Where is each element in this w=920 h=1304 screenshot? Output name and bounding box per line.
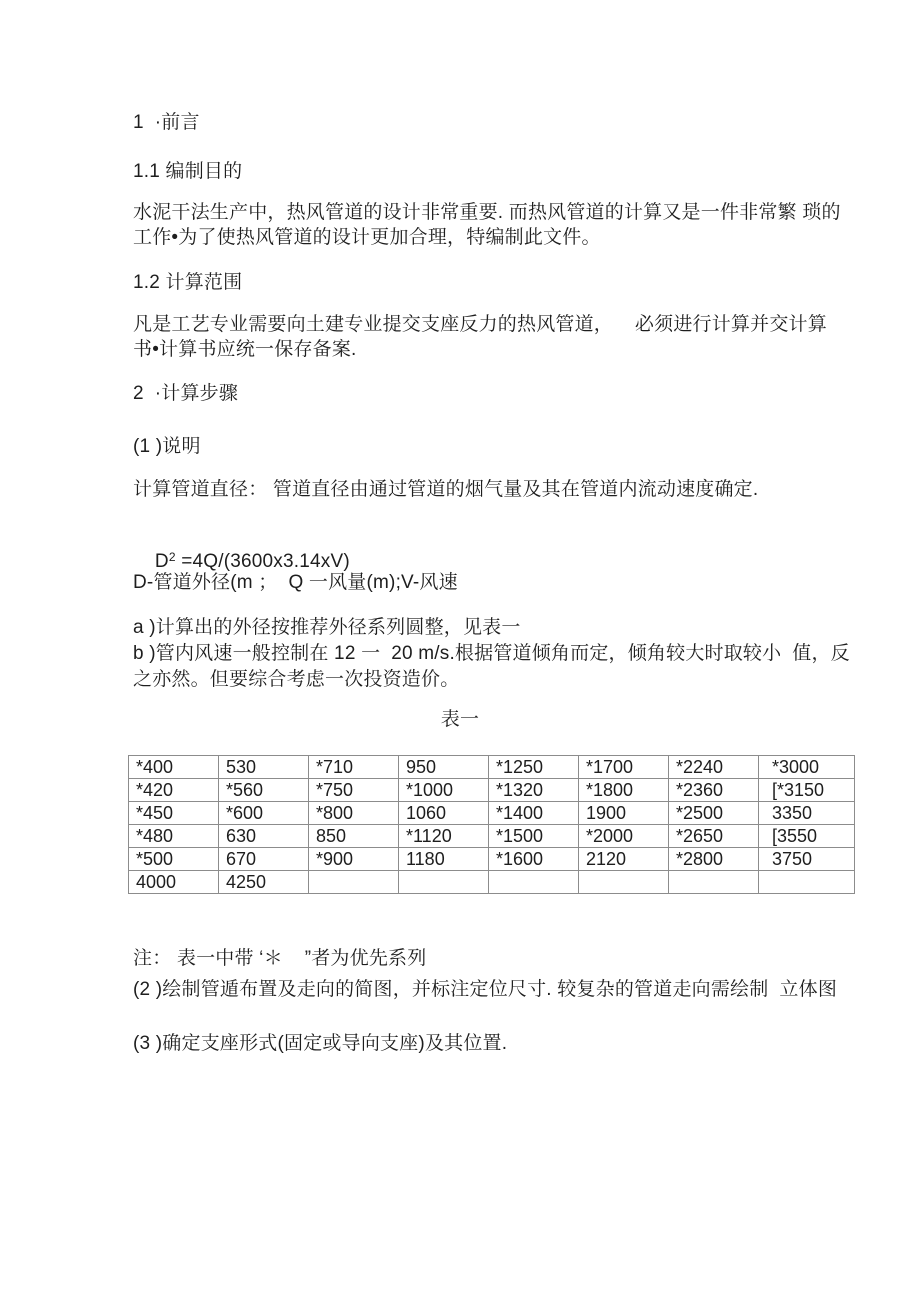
table-cell: *500	[129, 848, 219, 871]
table-cell: *2000	[579, 825, 669, 848]
purpose-paragraph-line2: 工作•为了使热风管道的设计更加合理，特编制此文件。	[133, 227, 601, 248]
table-cell: [3550	[759, 825, 855, 848]
table-cell: 630	[219, 825, 309, 848]
scope-paragraph-line2: 书•计算书应统一保存备案.	[133, 339, 357, 360]
table-cell	[309, 871, 399, 894]
table-cell: 4000	[129, 871, 219, 894]
table-cell: *900	[309, 848, 399, 871]
diameter-series-table	[128, 755, 855, 894]
table-cell: *1700	[579, 756, 669, 779]
table-row	[129, 756, 855, 779]
table-cell: 670	[219, 848, 309, 871]
table-cell: *710	[309, 756, 399, 779]
table-cell: *2650	[669, 825, 759, 848]
table-row	[129, 871, 855, 894]
table-cell	[669, 871, 759, 894]
item-b-line2: 之亦然。但要综合考虑一次投资造价。	[133, 669, 460, 690]
table-cell: *2500	[669, 802, 759, 825]
table-row	[129, 802, 855, 825]
step3-line: (3 )确定支座形式(固定或导向支座)及其位置.	[133, 1033, 508, 1054]
table-cell: *1400	[489, 802, 579, 825]
step1-label: (1 )说明	[133, 436, 201, 457]
table-cell: *1320	[489, 779, 579, 802]
diameter-series-table-body	[129, 756, 855, 894]
scope-heading: 1.2 计算范围	[133, 272, 243, 293]
table-cell: 1900	[579, 802, 669, 825]
table-cell: 3750	[759, 848, 855, 871]
table-cell: 530	[219, 756, 309, 779]
table-cell: 1180	[399, 848, 489, 871]
table-cell: *560	[219, 779, 309, 802]
table-cell: 2120	[579, 848, 669, 871]
scope-paragraph-line1: 凡是工艺专业需要向土建专业提交支座反力的热风管道， 必须进行计算并交计算	[133, 314, 827, 335]
table-cell: *1250	[489, 756, 579, 779]
item-b-line1: b )管内风速一般控制在 12 一 20 m/s.根据管道倾角而定，倾角较大时取较小 值，反	[133, 643, 850, 664]
table-cell: *400	[129, 756, 219, 779]
formula-base: D	[154, 551, 169, 572]
table-cell: *2360	[669, 779, 759, 802]
table-row	[129, 779, 855, 802]
diameter-explain-line: 计算管道直径： 管道直径由通过管道的烟气量及其在管道内流动速度确定.	[133, 479, 759, 500]
table-cell	[489, 871, 579, 894]
table-cell	[399, 871, 489, 894]
table-cell: 4250	[219, 871, 309, 894]
table-cell: *1500	[489, 825, 579, 848]
formula-rest: =4Q/(3600x3.14xV)	[175, 551, 350, 572]
steps-heading: 2 ·计算步骤	[133, 383, 239, 404]
table-cell: *1600	[489, 848, 579, 871]
purpose-heading: 1.1 编制目的	[133, 161, 243, 182]
purpose-paragraph-line1: 水泥干法生产中，热风管道的设计非常重要. 而热风管道的计算又是一件非常繁 琐的	[133, 202, 841, 223]
table-cell: *480	[129, 825, 219, 848]
table-cell: *1000	[399, 779, 489, 802]
table-cell: 950	[399, 756, 489, 779]
table-cell	[579, 871, 669, 894]
formula-superscript: 2	[168, 550, 176, 564]
table-cell: *750	[309, 779, 399, 802]
table-cell: 3350	[759, 802, 855, 825]
table-note-line: 注： 表一中带 ‘＊ ”者为优先系列	[133, 948, 427, 969]
table-cell: 850	[309, 825, 399, 848]
table-cell: *2240	[669, 756, 759, 779]
table-cell: *600	[219, 802, 309, 825]
table-cell: [*3150	[759, 779, 855, 802]
preface-heading: 1 ·前言	[133, 112, 200, 133]
table-cell: *1800	[579, 779, 669, 802]
symbols-line: D-管道外径(m ； Q 一风量(m);V-风速	[133, 572, 458, 593]
table-title: 表一	[440, 709, 480, 730]
table-cell: *450	[129, 802, 219, 825]
item-a-line: a )计算出的外径按推荐外径系列圆整，见表一	[133, 617, 521, 638]
table-cell: *800	[309, 802, 399, 825]
table-row	[129, 825, 855, 848]
table-cell: *3000	[759, 756, 855, 779]
table-cell	[759, 871, 855, 894]
table-cell: *420	[129, 779, 219, 802]
table-cell: *1120	[399, 825, 489, 848]
table-row	[129, 848, 855, 871]
step2-line: (2 )绘制管遁布置及走向的简图，并标注定位尺寸. 较复杂的管道走向需绘制 立体图	[133, 979, 838, 1000]
table-cell: 1060	[399, 802, 489, 825]
table-cell: *2800	[669, 848, 759, 871]
